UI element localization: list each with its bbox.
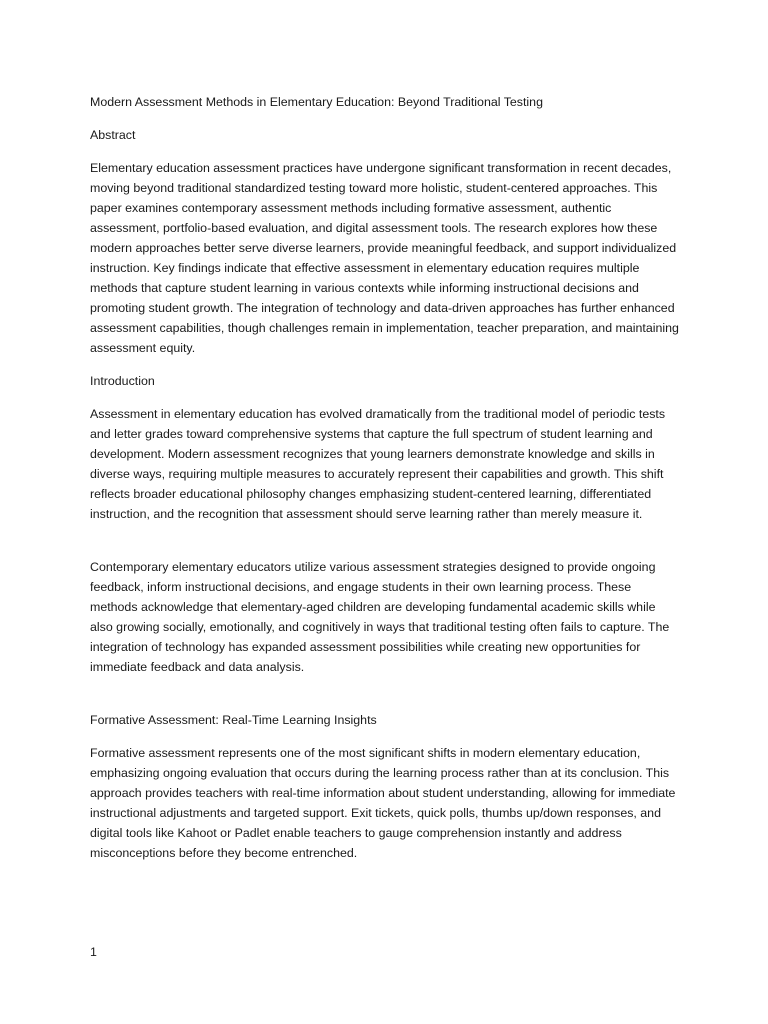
abstract-paragraph <box>90 158 680 358</box>
document-title: Modern Assessment Methods in Elementary Education: Beyond Traditional Testing <box>90 95 543 109</box>
spacer <box>90 524 680 557</box>
section-heading-introduction: Introduction <box>90 374 155 388</box>
paragraph-text: Elementary education assessment practices have undergone significant transformation in recent decades, moving beyond traditional standardized testing toward more holistic, student-centered approaches. This paper examines contemporary assessment methods including formative assessment, authentic assessment, portfolio-based evaluation, and digital assessment tools. The research explores how these modern approaches better serve diverse learners, provide meaningful feedback, and support individualized instruction. Key findings indicate that effective assessment in elementary education requires multiple methods that capture student learning in various contexts while informing instructional decisions and promoting student growth. The integration of technology and data-driven approaches has further enhanced assessment capabilities, though challenges remain in implementation, teacher preparation, and maintaining assessment equity. <box>90 161 679 355</box>
formative-assessment-paragraph <box>90 743 680 863</box>
spacer <box>90 730 680 743</box>
spacer <box>90 391 680 404</box>
section-heading-abstract: Abstract <box>90 128 136 142</box>
page-number: 1 <box>90 945 97 959</box>
paragraph-text: Assessment in elementary education has evolved dramatically from the traditional model of periodic tests and letter grades toward comprehensive systems that capture the full spectrum of student learning and development. Modern assessment recognizes that young learners demonstrate knowledge and skills in diverse ways, requiring multiple measures to accurately represent their capabilities and growth. This shift reflects broader educational philosophy changes emphasizing student-centered learning, differentiated instruction, and the recognition that assessment should serve learning rather than merely measure it. <box>90 407 666 521</box>
paragraph-text: Formative assessment represents one of the most significant shifts in modern elementary education, emphasizing ongoing evaluation that occurs during the learning process rather than at its conclusion. This approach provides teachers with real-time information about student understanding, allowing for immediate instructional adjustments and targeted support. Exit tickets, quick polls, thumbs up/down responses, and digital tools like Kahoot or Padlet enable teachers to gauge comprehension instantly and address misconceptions before they become entrenched. <box>90 746 676 860</box>
introduction-paragraph-1 <box>90 404 680 524</box>
introduction-paragraph-2 <box>90 557 680 677</box>
spacer <box>90 145 680 158</box>
spacer <box>90 112 680 125</box>
spacer <box>90 677 680 710</box>
section-heading-formative-assessment: Formative Assessment: Real-Time Learning Insights <box>90 713 377 727</box>
spacer <box>90 358 680 371</box>
document-body <box>90 92 680 863</box>
paragraph-text: Contemporary elementary educators utilize various assessment strategies designed to provide ongoing feedback, inform instructional decisions, and engage students in their own learning process. These methods acknowledge that elementary-aged children are developing fundamental academic skills while also growing socially, emotionally, and cognitively in ways that traditional testing often fails to capture. The integration of technology has expanded assessment possibilities while creating new opportunities for immediate feedback and data analysis. <box>90 560 670 674</box>
